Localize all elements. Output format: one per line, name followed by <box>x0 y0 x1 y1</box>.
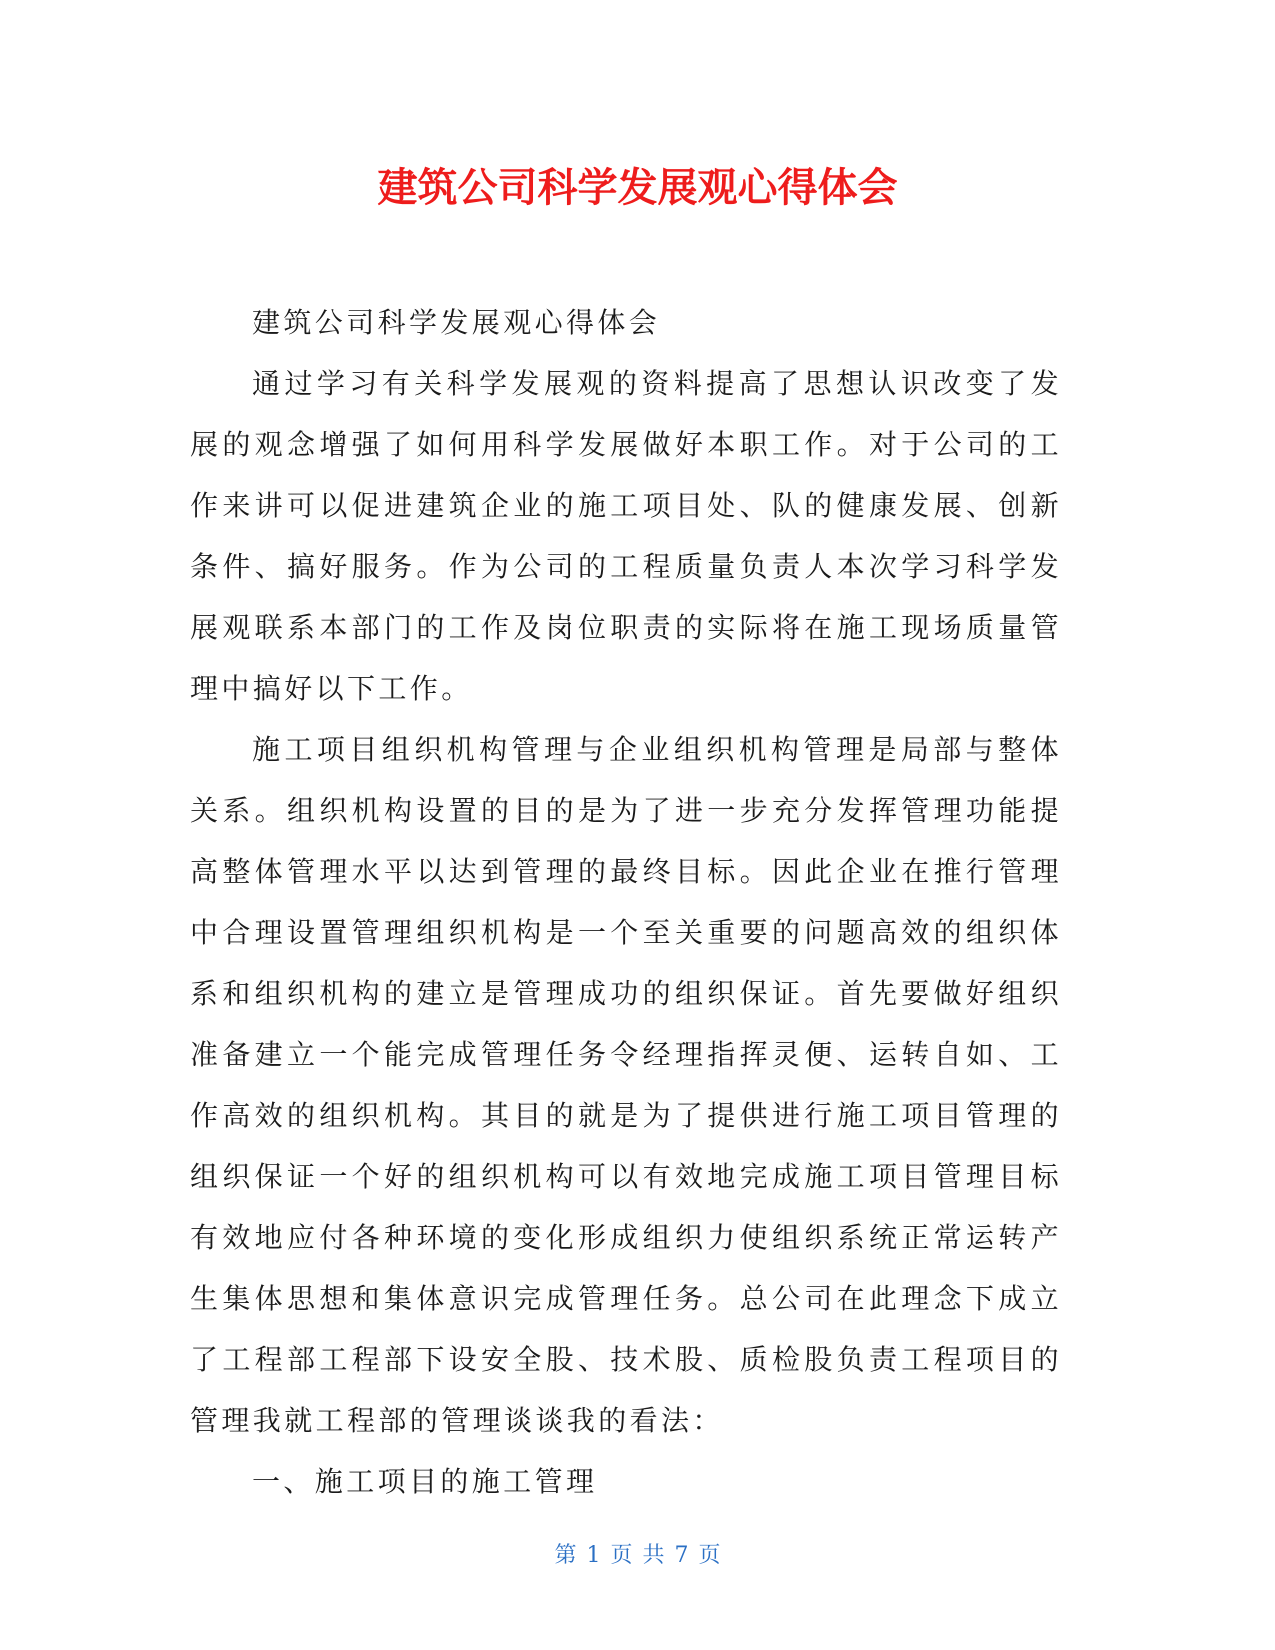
paragraph-heading: 建筑公司科学发展观心得体会 <box>252 306 661 339</box>
footer-label-unit: 页 <box>610 1543 633 1568</box>
paragraph-intro: 通过学习有关科学发展观的资料提高了思想认识改变了发展的观念增强了如何用科学发展做好本职工作。对于公司的工作来讲可以促进建筑企业的施工项目处、队的健康发展、创新条件、搞好服务。作为公司的工程质量负责人本次学习科学发展观联系本部门的工作及岗位职责的实际将在施工现场质量管理中搞好以下工作。 <box>190 367 1062 705</box>
document-body <box>190 292 1062 1512</box>
page-number-footer <box>0 1541 1275 1571</box>
paragraph-organization: 施工项目组织机构管理与企业组织机构管理是局部与整体关系。组织机构设置的目的是为了进一步充分发挥管理功能提高整体管理水平以达到管理的最终目标。因此企业在推行管理中合理设置管理组织机构是一个至关重要的问题高效的组织体系和组织机构的建立是管理成功的组织保证。首先要做好组织准备建立一个能完成管理任务令经理指挥灵便、运转自如、工作高效的组织机构。其目的就是为了提供进行施工项目管理的组织保证一个好的组织机构可以有效地完成施工项目管理目标有效地应付各种环境的变化形成组织力使组织系统正常运转产生集体思想和集体意识完成管理任务。总公司在此理念下成立了工程部工程部下设安全股、技术股、质检股负责工程项目的管理我就工程部的管理谈谈我的看法： <box>190 733 1062 1437</box>
document-title: 建筑公司科学发展观心得体会 <box>377 165 898 211</box>
footer-label-total: 共 <box>642 1543 665 1568</box>
section-heading-1: 一、施工项目的施工管理 <box>252 1465 598 1498</box>
footer-label-unit-end: 页 <box>698 1543 721 1568</box>
footer-label-page: 第 <box>554 1543 577 1568</box>
footer-current-page: 1 <box>586 1543 601 1568</box>
footer-total-pages: 7 <box>674 1543 689 1568</box>
